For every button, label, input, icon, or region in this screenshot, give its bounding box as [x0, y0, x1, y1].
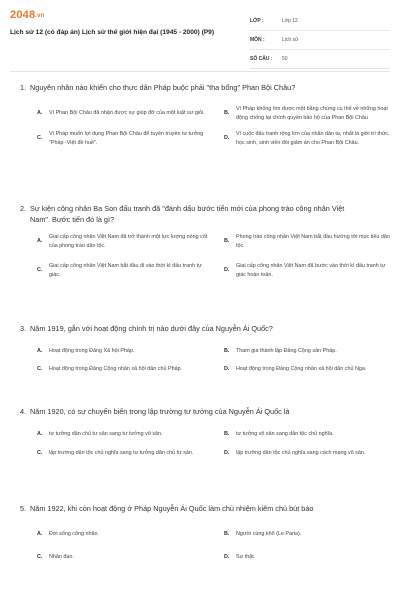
meta-value: Lịch sử — [282, 37, 299, 43]
option-letter: B. — [224, 110, 230, 117]
answer-options — [37, 430, 400, 457]
option-letter: B. — [224, 348, 230, 354]
question-text: Năm 1922, khi còn hoạt động ở Pháp Nguyễn Ái Quốc làm chủ nhiệm kiêm chủ bút báo — [30, 504, 314, 513]
option-text: Giai cấp công nhân Việt Nam bắt đầu đi vào thời kì đấu tranh tự giác. — [49, 263, 202, 278]
option-letter: A. — [37, 348, 43, 354]
option-letter: B. — [224, 431, 230, 437]
answer-option-c[interactable] — [37, 262, 222, 279]
answer-option-b[interactable] — [224, 430, 400, 439]
option-text: Vì Phan Bội Châu đã nhận được sự giúp đỡ của một luật sư giỏi. — [49, 110, 205, 117]
question-text: Năm 1919, gắn với hoạt động chính trị nào dưới đây của Nguyễn Ái Quốc? — [30, 324, 273, 333]
question — [0, 82, 400, 147]
option-letter: A. — [37, 531, 43, 537]
question-text: Sự kiện công nhân Ba Son đấu tranh đã "đánh dấu bước tiến mới của phong trào công nhân Việt Nam". Bước tiến đó là gì? — [30, 204, 345, 224]
document-meta — [250, 12, 390, 69]
option-text: Tham gia thành lập Đảng Cộng sản Pháp. — [236, 348, 337, 354]
option-text: Vì Pháp không tìm được một bằng chứng cụ thể về những hoạt động chống lại chính quyền bảo hộ của Phan Bội Châu — [236, 106, 388, 121]
option-letter: A. — [37, 110, 43, 117]
question-header — [0, 406, 400, 417]
option-letter: D. — [224, 449, 230, 456]
meta-row-class — [250, 12, 390, 31]
answer-option-a[interactable] — [37, 105, 222, 122]
question-number: 1. — [20, 83, 27, 92]
meta-key: LỚP : — [250, 18, 264, 24]
option-letter: C. — [37, 365, 43, 372]
option-text: Đời sống công nhân. — [49, 531, 99, 537]
option-text: Nhân đạo. — [49, 553, 74, 560]
option-text: Phong trào công nhân Việt Nam bắt đầu hướng tới mục tiêu dân tộc. — [236, 234, 390, 249]
option-letter: C. — [37, 553, 43, 560]
answer-option-b[interactable] — [224, 233, 400, 250]
option-letter: C. — [37, 449, 43, 456]
option-letter: B. — [224, 531, 230, 537]
option-text: Hoạt động trong Đảng Cộng nhân xã hội dân chủ Nga. — [236, 365, 367, 372]
option-text: Giai cấp công nhân Việt Nam đã bước vào thời kì đấu tranh tự giác hoàn toàn. — [236, 263, 386, 278]
answer-option-c[interactable] — [37, 449, 222, 458]
answer-option-b[interactable] — [224, 105, 400, 122]
option-text: Giai cấp công nhân Việt Nam đã trở thành một lực lượng nòng cốt của phong trào dân tộc. — [49, 234, 208, 249]
option-letter: D. — [224, 553, 230, 560]
answer-option-a[interactable] — [37, 530, 222, 539]
question-number: 5. — [20, 504, 27, 513]
meta-key: SỐ CÂU : — [250, 56, 273, 62]
answer-option-c[interactable] — [37, 365, 222, 374]
meta-key: MÔN : — [250, 37, 265, 43]
answer-option-c[interactable] — [37, 553, 222, 562]
option-text: Vì cuộc đấu tranh rộng lớn của nhân dân ta, nhất là giới trí thức, học sinh, sinh viên đòi giảm án cho Phan Bội Châu. — [236, 131, 390, 146]
document-header — [0, 0, 400, 66]
question — [0, 503, 400, 561]
question-header — [0, 323, 400, 334]
question-number: 3. — [20, 324, 27, 333]
option-letter: D. — [224, 135, 230, 142]
answer-options — [37, 233, 400, 279]
meta-row-subject — [250, 31, 390, 50]
answer-option-d[interactable] — [224, 130, 400, 147]
option-letter: B. — [224, 238, 230, 245]
answer-option-a[interactable] — [37, 347, 222, 356]
answer-option-d[interactable] — [224, 262, 400, 279]
answer-options — [37, 530, 400, 561]
question-number: 4. — [20, 407, 27, 416]
answer-option-a[interactable] — [37, 233, 222, 250]
option-letter: D. — [224, 365, 230, 372]
option-letter: C. — [37, 267, 43, 274]
answer-option-d[interactable] — [224, 449, 400, 458]
option-text: Hoạt động trong Đảng Xã hội Pháp. — [49, 348, 135, 354]
question — [0, 323, 400, 373]
question — [0, 203, 400, 279]
answer-option-b[interactable] — [224, 347, 400, 356]
option-letter: A. — [37, 238, 43, 245]
site-logo[interactable] — [10, 9, 45, 21]
answer-option-b[interactable] — [224, 530, 400, 539]
logo-text: 2048 — [10, 9, 36, 21]
option-text: lập trường dân tộc chủ nghĩa sang tư tưởng dân chủ tư sản. — [49, 449, 194, 456]
option-text: Người cùng khổ (Le Paria). — [236, 531, 302, 537]
option-text: Sự thật. — [236, 553, 256, 560]
question-text: Nguyên nhân nào khiến cho thực dân Pháp buộc phải "tha bổng" Phan Bội Châu? — [30, 83, 296, 92]
question-header — [0, 82, 400, 93]
option-letter: A. — [37, 431, 43, 437]
answer-options — [37, 347, 400, 373]
option-letter: C. — [37, 135, 43, 142]
question-text: Năm 1920, có sự chuyển biến trong lập trường tư tưởng của Nguyễn Ái Quốc là — [30, 407, 290, 416]
question-number: 2. — [20, 204, 27, 213]
option-text: Hoạt động trong Đảng Cộng nhân xã hội dân chủ Pháp. — [49, 365, 183, 372]
meta-value: 50 — [282, 56, 288, 62]
question-header — [0, 503, 400, 514]
answer-option-d[interactable] — [224, 553, 400, 562]
option-text: tư tưởng dân chủ tư sản sang tư tưởng vô sản. — [49, 431, 163, 437]
header-divider — [10, 71, 390, 72]
question-header — [0, 203, 400, 225]
option-text: lập trường dân tộc chủ nghĩa sang cách mạng vô sản. — [236, 449, 366, 456]
meta-row-question-count — [250, 50, 390, 69]
answer-options — [37, 105, 400, 147]
option-text: Vì Pháp muốn lợi dụng Phan Bội Châu để tuyên truyền tư tưởng "Pháp -Việt đề huề". — [49, 131, 204, 146]
answer-option-c[interactable] — [37, 130, 222, 147]
logo-suffix: .vn — [35, 13, 45, 19]
document-title: Lịch sử 12 (có đáp án) Lịch sử thế giới hiện đại (1945 - 2000) (P9) — [10, 29, 215, 36]
option-letter: D. — [224, 267, 230, 274]
meta-value: Lớp 12 — [282, 18, 298, 24]
answer-option-d[interactable] — [224, 365, 400, 374]
option-text: tư tưởng vô sản sang dân tộc chủ nghĩa. — [236, 431, 334, 437]
question — [0, 406, 400, 457]
answer-option-a[interactable] — [37, 430, 222, 439]
